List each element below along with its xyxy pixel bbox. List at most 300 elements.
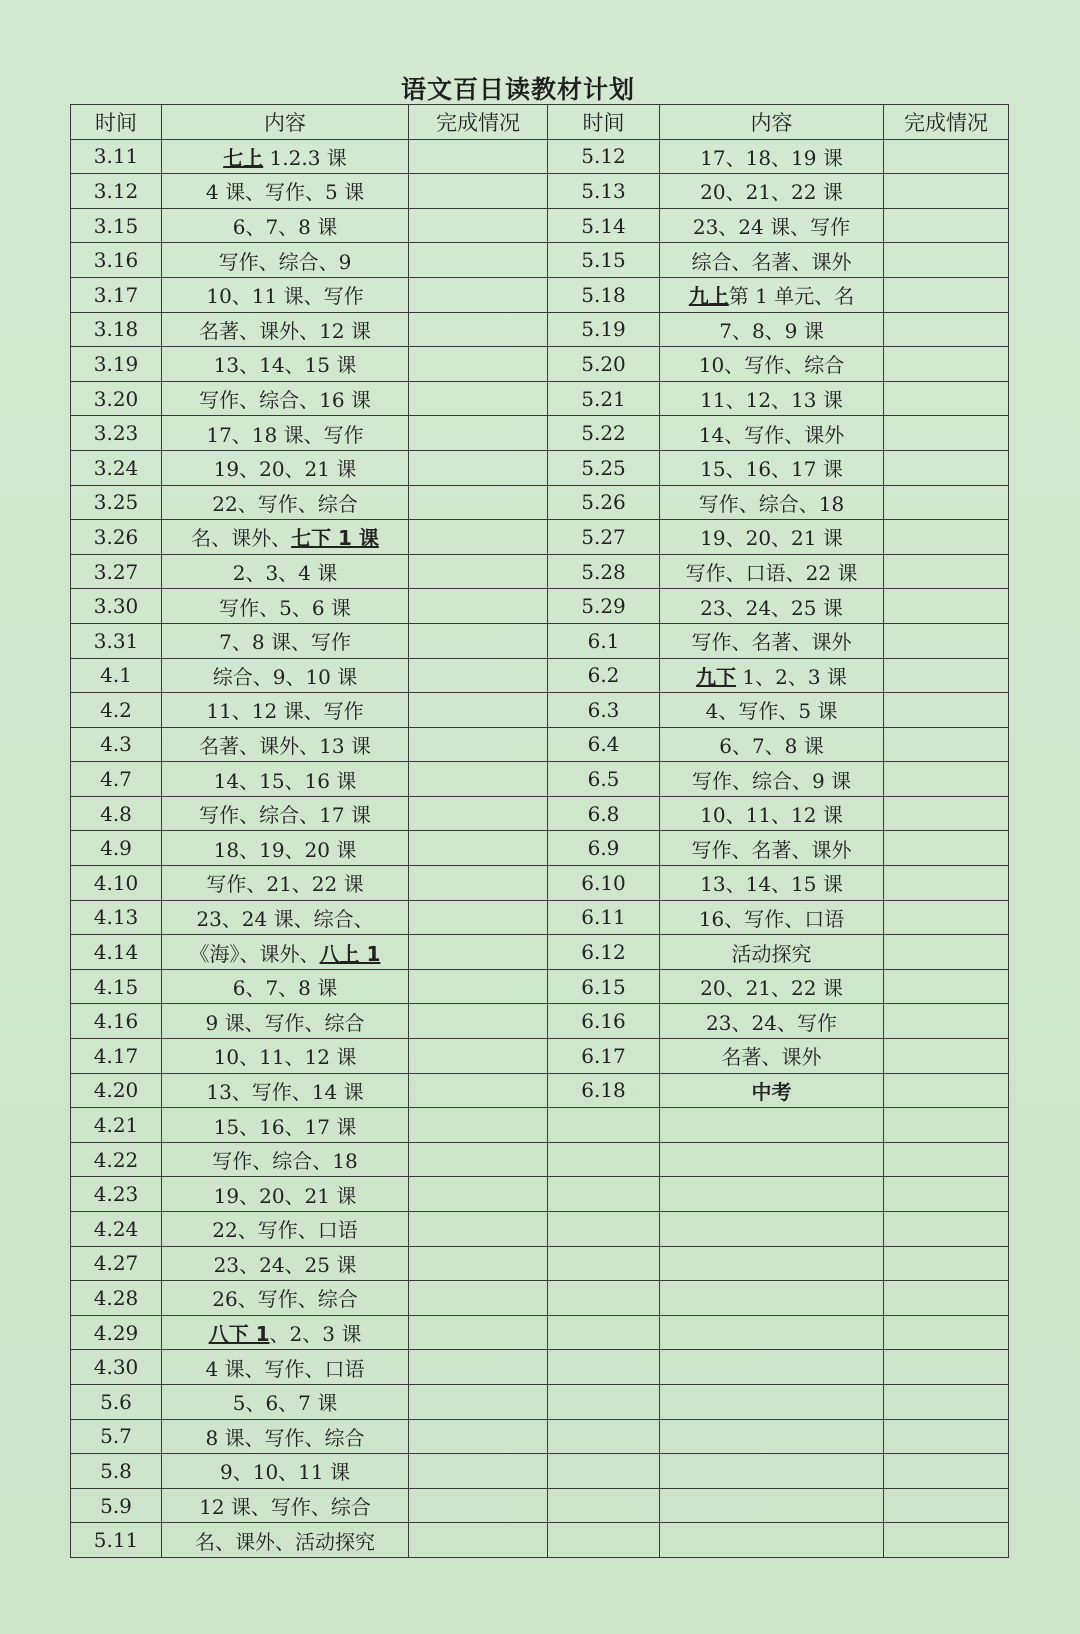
time-cell-left: 4.20 (71, 1073, 162, 1108)
time-cell-right: 6.3 (548, 693, 660, 728)
completion-cell-left[interactable] (409, 1177, 548, 1212)
completion-cell-right[interactable] (884, 416, 1009, 451)
time-cell-left: 3.31 (71, 623, 162, 658)
content-cell-left (162, 1004, 409, 1039)
time-cell-left: 5.7 (71, 1419, 162, 1454)
content-text: 6、7、8 课 (232, 215, 338, 240)
completion-cell-right[interactable] (884, 1212, 1009, 1247)
time-cell-left: 3.18 (71, 312, 162, 347)
completion-cell-right[interactable] (884, 935, 1009, 970)
time-cell-right: 6.15 (548, 969, 660, 1004)
time-cell-left: 4.7 (71, 762, 162, 797)
table-row (71, 1004, 1009, 1039)
content-text: 写作、综合、9 课 (691, 768, 852, 793)
time-cell-left: 4.15 (71, 969, 162, 1004)
time-cell-right: 5.29 (548, 589, 660, 624)
content-cell-right (660, 1212, 884, 1247)
completion-cell-right[interactable] (884, 312, 1009, 347)
completion-cell-right[interactable] (884, 796, 1009, 831)
document-title: 语文百日读教材计划 (400, 75, 635, 104)
completion-cell-right[interactable] (884, 900, 1009, 935)
completion-cell-left[interactable] (409, 1142, 548, 1177)
header-time-left: 时间 (71, 105, 162, 140)
content-text: 13、写作、14 课 (206, 1079, 364, 1104)
table-row (71, 1246, 1009, 1281)
completion-cell-right[interactable] (884, 1523, 1009, 1558)
completion-cell-right[interactable] (884, 969, 1009, 1004)
content-text: 写作、名著、课外 (691, 630, 852, 655)
table-row (71, 969, 1009, 1004)
content-cell-right (660, 1384, 884, 1419)
content-cell-left (162, 658, 409, 693)
completion-cell-right[interactable] (884, 347, 1009, 382)
completion-cell-left[interactable] (409, 1419, 548, 1454)
content-cell-left (162, 1281, 409, 1316)
time-cell-left: 3.17 (71, 277, 162, 312)
content-cell-left (162, 1039, 409, 1074)
completion-cell-right[interactable] (884, 1177, 1009, 1212)
table-row (71, 485, 1009, 520)
content-text: 综合、9、10 课 (212, 664, 358, 689)
time-cell-right: 5.26 (548, 485, 660, 520)
time-cell-left: 4.23 (71, 1177, 162, 1212)
content-cell-right (660, 243, 884, 278)
content-text: 14、写作、课外 (698, 422, 845, 447)
completion-cell-left[interactable] (409, 1454, 548, 1489)
time-cell-left: 4.21 (71, 1108, 162, 1143)
content-cell-right (660, 969, 884, 1004)
completion-cell-right[interactable] (884, 520, 1009, 555)
table-row (71, 243, 1009, 278)
content-text: 11、12、13 课 (700, 388, 843, 413)
completion-cell-left[interactable] (409, 277, 548, 312)
table-row (71, 1281, 1009, 1316)
time-cell-right (548, 1142, 660, 1177)
completion-cell-left[interactable] (409, 1246, 548, 1281)
time-cell-right: 6.5 (548, 762, 660, 797)
table-row (71, 174, 1009, 209)
table-row (71, 450, 1009, 485)
completion-cell-right[interactable] (884, 1281, 1009, 1316)
completion-cell-left[interactable] (409, 520, 548, 555)
completion-cell-left[interactable] (409, 1350, 548, 1385)
time-cell-right: 6.12 (548, 935, 660, 970)
completion-cell-left[interactable] (409, 347, 548, 382)
content-cell-left (162, 1212, 409, 1247)
content-cell-right (660, 1454, 884, 1489)
exam-label: 中考 (751, 1079, 792, 1104)
content-text: 26、写作、综合 (212, 1287, 358, 1312)
content-cell-left (162, 1246, 409, 1281)
content-text: 19、20、21 课 (213, 1183, 357, 1208)
content-text: 17、18 课、写作 (206, 422, 364, 447)
content-cell-right (660, 485, 884, 520)
content-cell-left (162, 381, 409, 416)
content-cell-right (660, 1039, 884, 1074)
time-cell-left: 3.19 (71, 347, 162, 382)
header-content-right: 内容 (660, 105, 884, 140)
content-cell-left (162, 139, 409, 174)
time-cell-left: 4.28 (71, 1281, 162, 1316)
content-text: 第 1 单元、名 (728, 284, 855, 309)
content-text: 写作、综合、16 课 (199, 388, 371, 413)
time-cell-right: 5.14 (548, 208, 660, 243)
completion-cell-left[interactable] (409, 1488, 548, 1523)
content-cell-right (660, 1177, 884, 1212)
time-cell-left: 4.2 (71, 693, 162, 728)
completion-cell-left[interactable] (409, 416, 548, 451)
table-row (71, 554, 1009, 589)
time-cell-right: 5.18 (548, 277, 660, 312)
content-cell-left (162, 416, 409, 451)
completion-cell-left[interactable] (409, 450, 548, 485)
content-text: 15、16、17 课 (213, 1114, 357, 1139)
completion-cell-right[interactable] (884, 1488, 1009, 1523)
time-cell-left: 4.13 (71, 900, 162, 935)
content-cell-right (660, 139, 884, 174)
time-cell-left: 3.27 (71, 554, 162, 589)
completion-cell-left[interactable] (409, 174, 548, 209)
table-row (71, 1384, 1009, 1419)
completion-cell-right[interactable] (884, 450, 1009, 485)
content-cell-left (162, 727, 409, 762)
grade-marker: 七上 (223, 145, 264, 170)
content-cell-left (162, 554, 409, 589)
time-cell-left: 3.16 (71, 243, 162, 278)
completion-cell-left[interactable] (409, 1281, 548, 1316)
content-cell-left (162, 831, 409, 866)
time-cell-right (548, 1419, 660, 1454)
content-cell-right (660, 1419, 884, 1454)
time-cell-right: 6.4 (548, 727, 660, 762)
grade-marker: 九下 (696, 664, 737, 689)
grade-marker: 九上 (688, 284, 729, 309)
header-done-right: 完成情况 (884, 105, 1009, 140)
content-text: 综合、名著、课外 (691, 249, 852, 274)
content-text: 活动探究 (731, 941, 812, 966)
content-text: 23、24 课、写作 (692, 215, 851, 240)
content-cell-right (660, 1315, 884, 1350)
table-row (71, 623, 1009, 658)
completion-cell-left[interactable] (409, 1073, 548, 1108)
content-text: 23、24 课、综合、 (196, 906, 374, 931)
completion-cell-right[interactable] (884, 762, 1009, 797)
time-cell-left: 5.11 (71, 1523, 162, 1558)
completion-cell-right[interactable] (884, 866, 1009, 901)
content-cell-left (162, 277, 409, 312)
completion-cell-left[interactable] (409, 243, 548, 278)
completion-cell-left[interactable] (409, 1523, 548, 1558)
time-cell-right: 5.27 (548, 520, 660, 555)
time-cell-right: 5.28 (548, 554, 660, 589)
table-row (71, 277, 1009, 312)
completion-cell-left[interactable] (409, 139, 548, 174)
completion-cell-right[interactable] (884, 727, 1009, 762)
table-row (71, 520, 1009, 555)
completion-cell-left[interactable] (409, 589, 548, 624)
completion-cell-left[interactable] (409, 831, 548, 866)
content-text: 4、写作、5 课 (705, 699, 838, 724)
content-text: 5、6、7 课 (232, 1391, 338, 1416)
content-text: 写作、综合、17 课 (199, 803, 371, 828)
table-row (71, 1454, 1009, 1489)
content-cell-left (162, 1142, 409, 1177)
content-cell-left (162, 1315, 409, 1350)
content-cell-left (162, 450, 409, 485)
completion-cell-left[interactable] (409, 969, 548, 1004)
content-text: 9、10、11 课 (220, 1460, 350, 1485)
completion-cell-right[interactable] (884, 589, 1009, 624)
table-row (71, 381, 1009, 416)
time-cell-left: 5.9 (71, 1488, 162, 1523)
content-text: 名、课外、活动探究 (195, 1529, 375, 1554)
content-cell-right (660, 174, 884, 209)
time-cell-left: 3.15 (71, 208, 162, 243)
content-cell-left (162, 347, 409, 382)
grade-marker: 八下 1 (208, 1322, 270, 1347)
content-text: 10、11、12 课 (213, 1045, 357, 1070)
time-cell-right (548, 1108, 660, 1143)
completion-cell-left[interactable] (409, 381, 548, 416)
time-cell-right: 6.2 (548, 658, 660, 693)
content-cell-right (660, 935, 884, 970)
content-cell-right (660, 1142, 884, 1177)
completion-cell-left[interactable] (409, 1212, 548, 1247)
table-row (71, 1108, 1009, 1143)
content-text: 15、16、17 课 (700, 457, 843, 482)
content-cell-left (162, 1419, 409, 1454)
completion-cell-left[interactable] (409, 658, 548, 693)
completion-cell-left[interactable] (409, 796, 548, 831)
content-text: 11、12 课、写作 (206, 699, 364, 724)
content-text: 1、2、3 课 (736, 664, 847, 689)
completion-cell-right[interactable] (884, 1384, 1009, 1419)
time-cell-left: 4.9 (71, 831, 162, 866)
completion-cell-right[interactable] (884, 485, 1009, 520)
content-text: 8 课、写作、综合 (205, 1425, 365, 1450)
content-text: 23、24、写作 (706, 1010, 837, 1035)
time-cell-right (548, 1177, 660, 1212)
content-text: 12 课、写作、综合 (199, 1495, 371, 1520)
content-cell-left (162, 900, 409, 935)
time-cell-left: 4.10 (71, 866, 162, 901)
content-text: 10、11 课、写作 (206, 284, 364, 309)
completion-cell-right[interactable] (884, 658, 1009, 693)
content-text: 、2、3 课 (269, 1322, 362, 1347)
completion-cell-right[interactable] (884, 1454, 1009, 1489)
time-cell-right: 6.1 (548, 623, 660, 658)
time-cell-left: 4.22 (71, 1142, 162, 1177)
completion-cell-left[interactable] (409, 1108, 548, 1143)
completion-cell-right[interactable] (884, 381, 1009, 416)
content-cell-left (162, 693, 409, 728)
completion-cell-left[interactable] (409, 485, 548, 520)
content-text: 名著、课外、12 课 (199, 318, 371, 343)
completion-cell-left[interactable] (409, 623, 548, 658)
table-row (71, 762, 1009, 797)
completion-cell-left[interactable] (409, 693, 548, 728)
content-cell-right (660, 1004, 884, 1039)
completion-cell-right[interactable] (884, 1142, 1009, 1177)
content-cell-right (660, 312, 884, 347)
completion-cell-right[interactable] (884, 277, 1009, 312)
completion-cell-right[interactable] (884, 1108, 1009, 1143)
completion-cell-right[interactable] (884, 243, 1009, 278)
time-cell-left: 4.27 (71, 1246, 162, 1281)
table-row (71, 1212, 1009, 1247)
content-cell-right (660, 1523, 884, 1558)
content-cell-right (660, 416, 884, 451)
content-text: 写作、5、6 课 (219, 595, 351, 620)
time-cell-right (548, 1384, 660, 1419)
content-text: 1.2.3 课 (263, 145, 347, 170)
content-cell-left (162, 208, 409, 243)
completion-cell-right[interactable] (884, 208, 1009, 243)
content-cell-left (162, 935, 409, 970)
completion-cell-right[interactable] (884, 1004, 1009, 1039)
table-row (71, 658, 1009, 693)
content-text: 名、课外、 (191, 526, 292, 551)
time-cell-right: 6.9 (548, 831, 660, 866)
table-row (71, 1488, 1009, 1523)
table-row (71, 1315, 1009, 1350)
content-cell-left (162, 1523, 409, 1558)
completion-cell-right[interactable] (884, 693, 1009, 728)
time-cell-right: 6.17 (548, 1039, 660, 1074)
header-content-left: 内容 (162, 105, 409, 140)
content-cell-right (660, 866, 884, 901)
completion-cell-right[interactable] (884, 1350, 1009, 1385)
table-row (71, 589, 1009, 624)
time-cell-right: 5.19 (548, 312, 660, 347)
completion-cell-left[interactable] (409, 554, 548, 589)
time-cell-right (548, 1212, 660, 1247)
content-text: 2、3、4 课 (232, 561, 338, 586)
completion-cell-right[interactable] (884, 139, 1009, 174)
time-cell-left: 3.12 (71, 174, 162, 209)
completion-cell-left[interactable] (409, 1004, 548, 1039)
time-cell-left: 4.29 (71, 1315, 162, 1350)
completion-cell-left[interactable] (409, 1039, 548, 1074)
content-cell-right (660, 1281, 884, 1316)
content-cell-right (660, 693, 884, 728)
content-text: 19、20、21 课 (700, 526, 843, 551)
completion-cell-left[interactable] (409, 900, 548, 935)
content-cell-left (162, 520, 409, 555)
content-cell-right (660, 796, 884, 831)
completion-cell-left[interactable] (409, 312, 548, 347)
content-text: 4 课、写作、5 课 (205, 180, 365, 205)
table-row (71, 1523, 1009, 1558)
content-text: 23、24、25 课 (213, 1252, 357, 1277)
content-cell-left (162, 312, 409, 347)
time-cell-right (548, 1315, 660, 1350)
completion-cell-left[interactable] (409, 762, 548, 797)
completion-cell-right[interactable] (884, 623, 1009, 658)
time-cell-left: 3.26 (71, 520, 162, 555)
time-cell-left: 4.1 (71, 658, 162, 693)
completion-cell-right[interactable] (884, 1073, 1009, 1108)
content-text: 6、7、8 课 (719, 733, 824, 758)
content-text: 写作、综合、18 (698, 491, 845, 516)
content-text: 16、写作、口语 (698, 906, 845, 931)
table-row (71, 1039, 1009, 1074)
content-text: 18、19、20 课 (213, 837, 357, 862)
content-cell-left (162, 485, 409, 520)
table-row (71, 312, 1009, 347)
time-cell-right: 5.12 (548, 139, 660, 174)
content-text: 7、8 课、写作 (219, 630, 351, 655)
completion-cell-left[interactable] (409, 727, 548, 762)
content-cell-left (162, 969, 409, 1004)
time-cell-left: 3.24 (71, 450, 162, 485)
completion-cell-left[interactable] (409, 866, 548, 901)
plan-body (71, 139, 1009, 1557)
time-cell-left: 4.24 (71, 1212, 162, 1247)
content-text: 23、24、25 课 (700, 595, 843, 620)
content-cell-right (660, 208, 884, 243)
content-cell-right (660, 1073, 884, 1108)
time-cell-left: 4.14 (71, 935, 162, 970)
time-cell-left: 4.8 (71, 796, 162, 831)
content-text: 4 课、写作、口语 (205, 1356, 365, 1381)
content-cell-left (162, 796, 409, 831)
completion-cell-right[interactable] (884, 1039, 1009, 1074)
time-cell-left: 3.30 (71, 589, 162, 624)
content-text: 20、21、22 课 (700, 976, 843, 1001)
time-cell-right: 6.8 (548, 796, 660, 831)
content-text: 写作、综合、9 (218, 249, 352, 274)
table-row (71, 796, 1009, 831)
content-cell-right (660, 623, 884, 658)
content-text: 名著、课外、13 课 (199, 733, 371, 758)
time-cell-left: 3.20 (71, 381, 162, 416)
content-cell-left (162, 589, 409, 624)
table-row (71, 900, 1009, 935)
header-done-left: 完成情况 (409, 105, 548, 140)
completion-cell-right[interactable] (884, 1246, 1009, 1281)
content-cell-right (660, 347, 884, 382)
content-text: 《海》、课外、 (189, 941, 320, 966)
completion-cell-right[interactable] (884, 1419, 1009, 1454)
completion-cell-left[interactable] (409, 208, 548, 243)
completion-cell-right[interactable] (884, 831, 1009, 866)
table-row (71, 727, 1009, 762)
completion-cell-left[interactable] (409, 1315, 548, 1350)
content-cell-right (660, 450, 884, 485)
content-cell-right (660, 831, 884, 866)
grade-marker: 七下 1 课 (291, 526, 379, 551)
content-cell-left (162, 1488, 409, 1523)
completion-cell-right[interactable] (884, 174, 1009, 209)
time-cell-left: 5.8 (71, 1454, 162, 1489)
time-cell-right: 6.18 (548, 1073, 660, 1108)
content-cell-right (660, 589, 884, 624)
content-cell-left (162, 174, 409, 209)
content-cell-right (660, 762, 884, 797)
content-cell-right (660, 554, 884, 589)
time-cell-left: 3.23 (71, 416, 162, 451)
completion-cell-left[interactable] (409, 935, 548, 970)
completion-cell-right[interactable] (884, 554, 1009, 589)
content-cell-right (660, 900, 884, 935)
completion-cell-right[interactable] (884, 1315, 1009, 1350)
table-row (71, 935, 1009, 970)
content-text: 19、20、21 课 (213, 457, 357, 482)
table-row (71, 1419, 1009, 1454)
completion-cell-left[interactable] (409, 1384, 548, 1419)
content-text: 10、11、12 课 (700, 803, 843, 828)
